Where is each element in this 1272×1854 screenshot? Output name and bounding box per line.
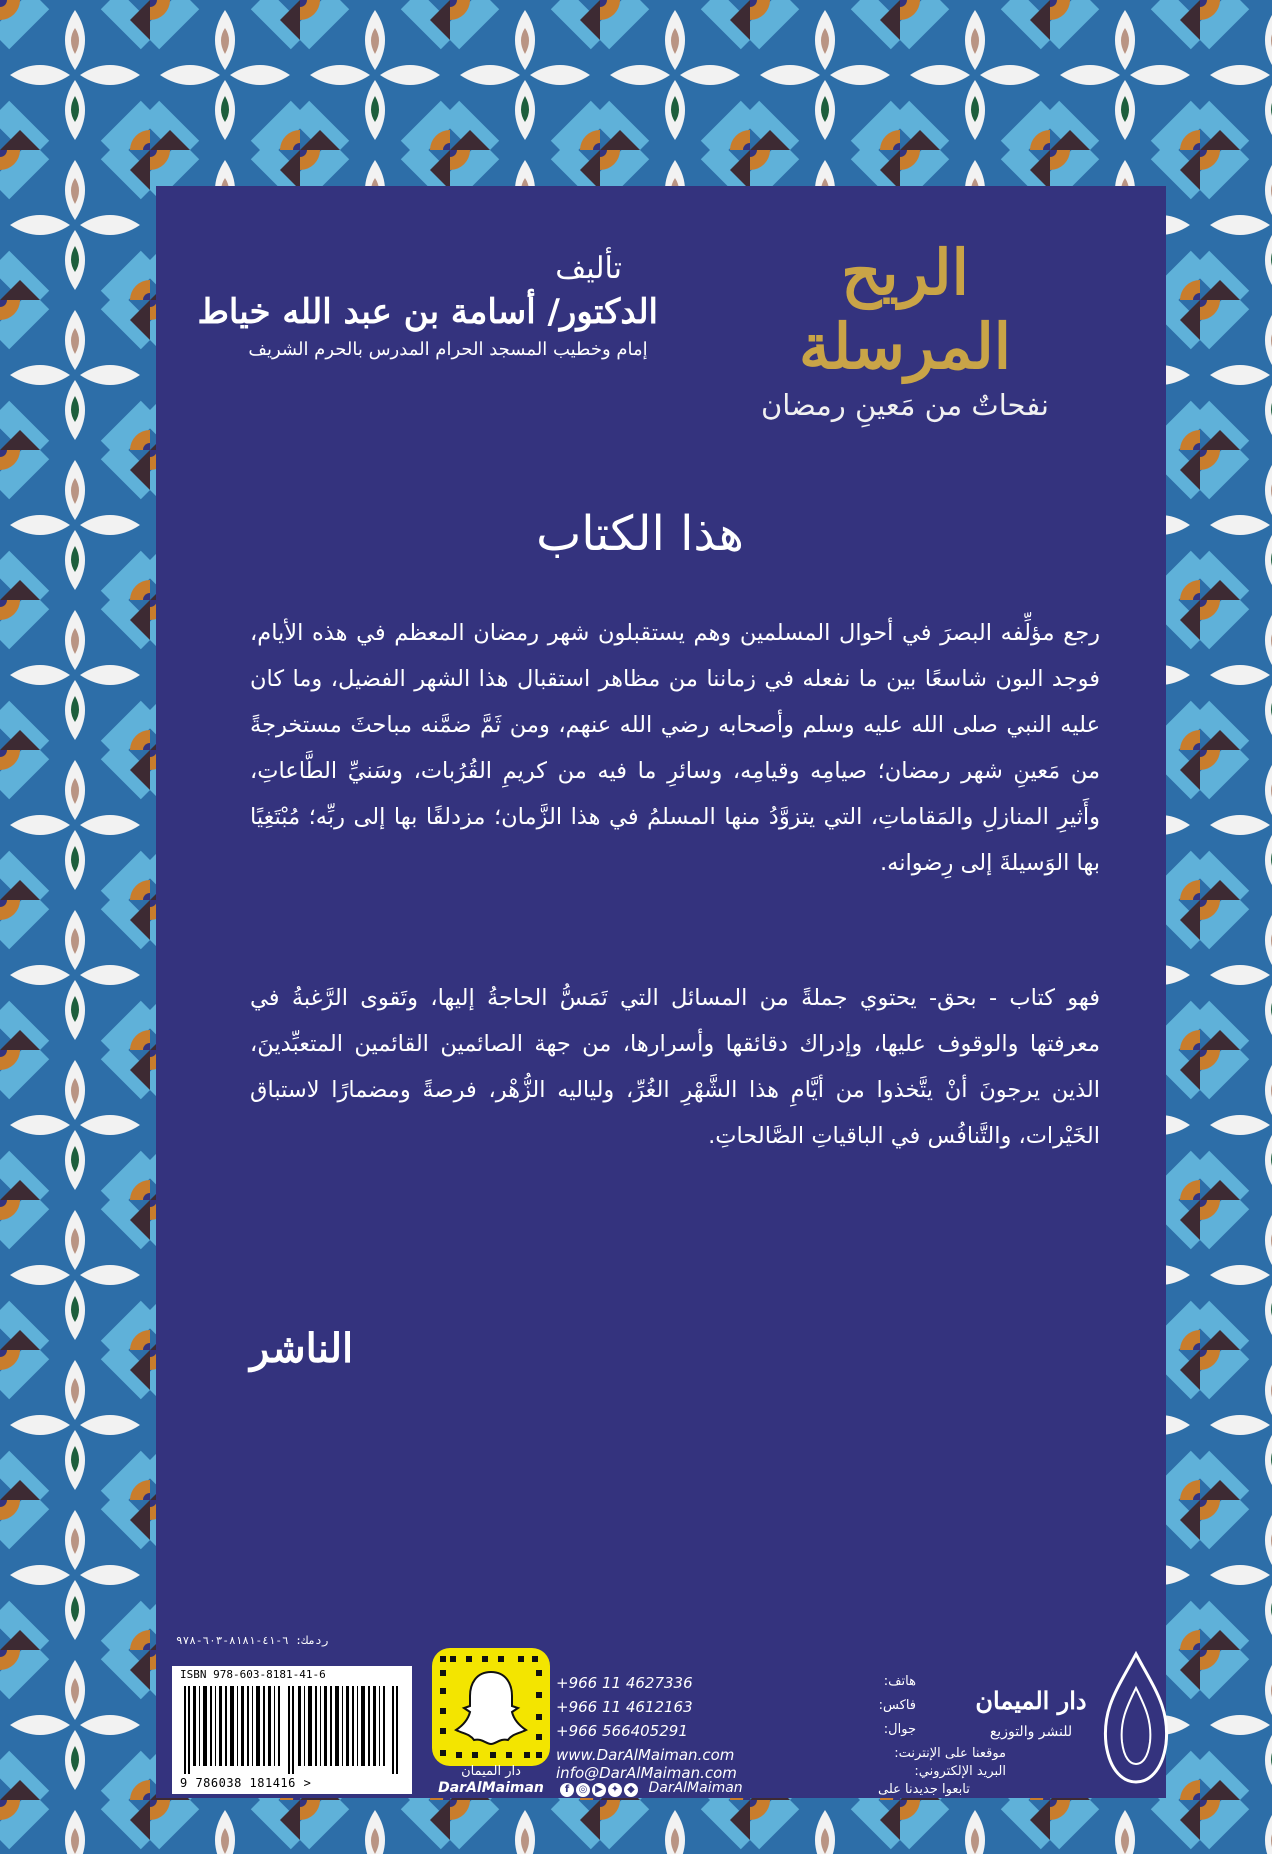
- author-name: الدكتور/ أسامة بن عبد الله خياط: [197, 292, 658, 332]
- back-cover-footer: [156, 1634, 1166, 1798]
- website-link[interactable]: www.DarAlMaiman.com: [556, 1746, 735, 1764]
- publisher-signature: الناشر: [250, 1325, 354, 1372]
- publisher-name: دار الميمان: [975, 1686, 1087, 1715]
- instagram-icon[interactable]: ◎: [576, 1783, 590, 1797]
- description-paragraph-2: فهو كتاب - بحق- يحتوي جملةً من المسائل التي تَمَسُّ الحاجةُ إليها، وتَقوى الرَّغبةُ في معرفتها والوقوف عليها، وإدراك دقائقها وأسرارها، من جهة الصائمين القائمين المتعبِّدينَ، الذين يرجونَ أنْ يتَّخذوا من أيَّامِ هذا الشَّهْرِ الغُرِّ، ولياليه الزُّهْر، فرصةً ومضمارًا لاستباق الخَيْرات، والتَّنافُس في الباقياتِ الصَّالحاتِ.: [250, 985, 1100, 1149]
- mobile-label: جوال:: [883, 1722, 916, 1737]
- description-paragraph-1: رجع مؤلِّفه البصرَ في أحوال المسلمين وهم يستقبلون شهر رمضان المعظم في هذه الأيام، فوجد البون شاسعًا بين ما نفعله في زماننا من مظاهر استقبال هذا الشهر الفضيل، وما كان عليه النبي صلى الله عليه وسلم وأصحابه رضي الله عنهم، ومن ثَمَّ ضمَّنه مباحثَ مستخرجةً من مَعينِ شهر رمضان؛ صيامِه وقيامِه، وسائرِ ما فيه من كريمِ القُرُبات، وسَنيِّ الطَّاعاتِ، وأَثيرِ المنازلِ والمَقاماتِ، التي يتزوَّدُ منها المسلمُ في هذا الزَّمان؛ مزدلفًا بها إلى ربِّه؛ مُبْتَغِيًا بها الوَسيلةَ إلى رِضوانه.: [250, 620, 1100, 876]
- phone-value: +966 11 4627336: [556, 1674, 693, 1692]
- isbn-top-text: ISBN 978-603-8181-41-6: [180, 1668, 326, 1681]
- book-title-block: [735, 236, 1075, 424]
- fax-label: فاكس:: [878, 1698, 916, 1713]
- youtube-icon[interactable]: ▶: [592, 1783, 606, 1797]
- barcode: [172, 1666, 412, 1794]
- snapchat-icon[interactable]: ◆: [624, 1783, 638, 1797]
- twitter-icon[interactable]: ✦: [608, 1783, 622, 1797]
- section-heading: هذا الكتاب: [536, 506, 744, 562]
- snapchat-code-icon: [432, 1648, 550, 1766]
- email-link[interactable]: info@DarAlMaiman.com: [556, 1764, 737, 1782]
- book-title: الريح المرسلة: [799, 236, 1011, 383]
- website-label: موقعنا على الإنترنت:: [894, 1746, 1006, 1761]
- contact-phone: [556, 1674, 916, 1696]
- snap-name-english: DarAlMaiman: [438, 1780, 544, 1796]
- facebook-icon[interactable]: f: [560, 1783, 574, 1797]
- follow-label: تابعوا جديدنا على: [878, 1782, 970, 1797]
- snap-name-arabic: دار الميمان: [461, 1764, 521, 1779]
- arabic-isbn: ردمك: ٦-٤١-٨١٨١-٦٠٣-٩٧٨: [176, 1634, 329, 1647]
- social-handle: DarAlMaiman: [648, 1780, 743, 1796]
- author-block: [197, 250, 658, 364]
- barcode-bars: [180, 1686, 404, 1774]
- phone-label: هاتف:: [883, 1674, 916, 1689]
- email-label: البريد الإلكتروني:: [914, 1764, 1006, 1779]
- social-links: [560, 1780, 743, 1797]
- publisher-logo-icon: [1096, 1648, 1176, 1788]
- contact-fax: [556, 1698, 916, 1720]
- mobile-value: +966 566405291: [556, 1722, 688, 1740]
- isbn-digits: 9 786038 181416 >: [180, 1776, 312, 1790]
- author-label: تأليف: [555, 251, 622, 286]
- contact-mobile: [556, 1722, 916, 1744]
- fax-value: +966 11 4612163: [556, 1698, 693, 1716]
- publisher-tagline: للنشر والتوزيع: [989, 1724, 1073, 1740]
- book-subtitle: نفحاتٌ من مَعينِ رمضان: [760, 388, 1050, 422]
- author-role: إمام وخطيب المسجد الحرام المدرس بالحرم الشريف: [248, 339, 648, 360]
